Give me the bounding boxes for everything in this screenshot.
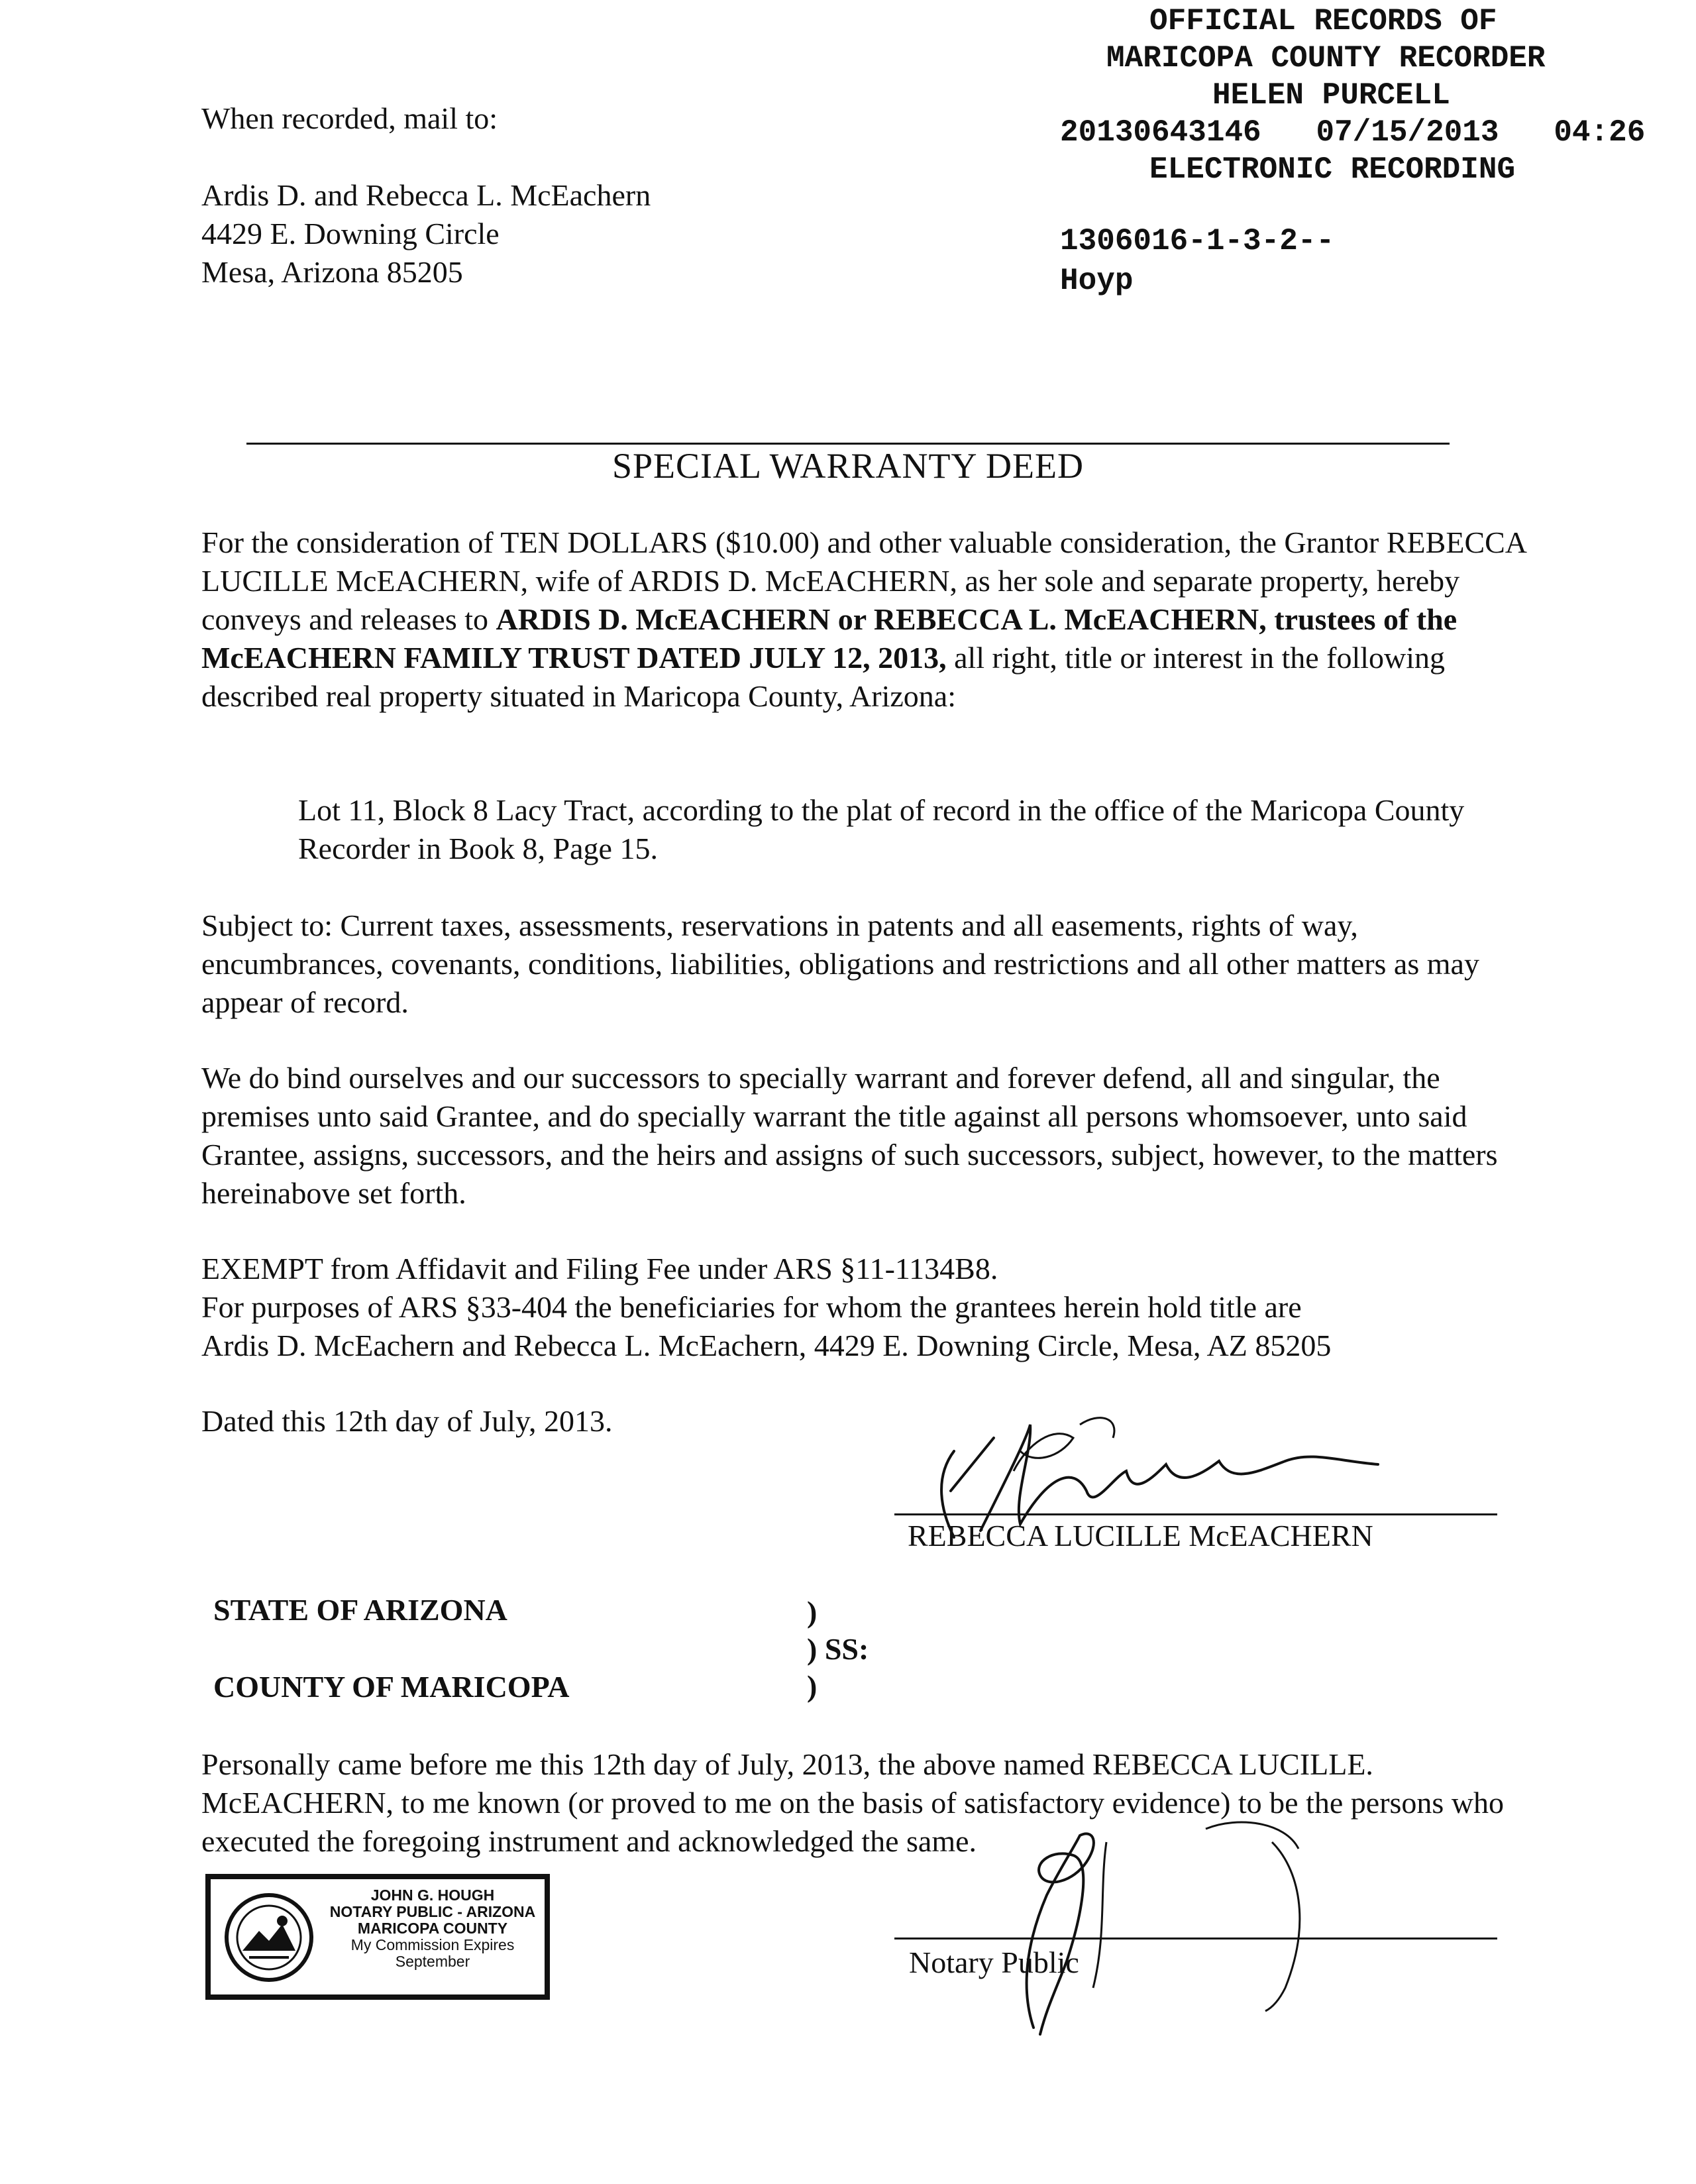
seal-commission: My Commission Expires bbox=[350, 1936, 515, 1953]
grantee-names: ARDIS D. McEACHERN or REBECCA L. McEACHERN, trustees of the McEACHERN FAMILY TRUST DATED JULY 12, 2013, bbox=[201, 602, 1458, 675]
grantor-name: REBECCA LUCILLE McEACHERN bbox=[908, 1519, 1373, 1553]
notary-label: Notary Public bbox=[909, 1945, 1079, 1979]
arizona-seal-emblem bbox=[223, 1891, 315, 1984]
mailto-name: Ardis D. and Rebecca L. McEachern bbox=[201, 178, 651, 212]
mailto-city: Mesa, Arizona 85205 bbox=[201, 255, 463, 289]
venue-paren-1: ) bbox=[807, 1595, 818, 1629]
consideration-text-1: For the consideration of TEN DOLLARS ($10.00) and other valuable consideration, the Grantor REBECCA LUCILLE McEACHERN, wife of ARDIS D. McEACHERN, as her sole and separate property, hereby conveys and releases to bbox=[201, 525, 1526, 636]
venue-paren-3: ) bbox=[807, 1669, 818, 1703]
seal-notary-title: NOTARY PUBLIC - ARIZONA bbox=[329, 1903, 536, 1920]
seal-notary-name: JOHN G. HOUGH bbox=[370, 1886, 495, 1904]
venue-county: COUNTY OF MARICOPA bbox=[213, 1670, 570, 1704]
mailto-street: 4429 E. Downing Circle bbox=[201, 217, 500, 250]
recorder-line-county: MARICOPA COUNTY RECORDER bbox=[1106, 41, 1546, 76]
venue-state: STATE OF ARIZONA bbox=[213, 1593, 507, 1627]
legal-description: Lot 11, Block 8 Lacy Tract, according to the plat of record in the office of the Maricopa County Recorder in Book 8, Page 15. bbox=[298, 793, 1465, 865]
exempt-line-3: Ardis D. McEachern and Rebecca L. McEachern, 4429 E. Downing Circle, Mesa, AZ 85205 bbox=[201, 1329, 1332, 1362]
notary-signature-rule bbox=[894, 1938, 1497, 1939]
document-title: SPECIAL WARRANTY DEED bbox=[611, 446, 1084, 486]
exempt-line-1: EXEMPT from Affidavit and Filing Fee under ARS §11-1134B8. bbox=[201, 1252, 998, 1285]
exempt-paragraph bbox=[201, 1250, 1526, 1365]
dated-line: Dated this 12th day of July, 2013. bbox=[201, 1404, 613, 1438]
recorder-line-code: 1306016-1-3-2-- bbox=[1060, 224, 1335, 258]
subject-to-paragraph: Subject to: Current taxes, assessments, reservations in patents and all easements, rights of way, encumbrances, covenants, conditions, liabilities, obligations and restrictions and all other matters as may appear of record. bbox=[201, 908, 1479, 1019]
recorder-line-number-date: 20130643146 07/15/2013 04:26 bbox=[1060, 115, 1646, 150]
consideration-paragraph bbox=[201, 523, 1526, 716]
warranty-paragraph: We do bind ourselves and our successors to specially warrant and forever defend, all and singular, the premises unto said Grantee, and do specially warrant the title against all persons whomsoever, unto said Grantee, assigns, successors, and the heirs and assigns of such successors, subject, however, to the matters hereinabove set forth. bbox=[201, 1061, 1498, 1210]
recorder-line-electronic: ELECTRONIC RECORDING bbox=[1149, 152, 1516, 187]
exempt-line-2: For purposes of ARS §33-404 the beneficiaries for whom the grantees herein hold title are bbox=[201, 1290, 1302, 1324]
acknowledgment-paragraph: Personally came before me this 12th day of July, 2013, the above named REBECCA LUCILLE. McEACHERN, to me known (or proved to me on the basis of satisfactory evidence) to be the persons who executed the foregoing instrument and acknowledged the same. bbox=[201, 1747, 1505, 1858]
mailto-heading: When recorded, mail to: bbox=[201, 101, 498, 135]
notary-seal-border bbox=[205, 1874, 550, 2000]
seal-expires: September bbox=[395, 1953, 470, 1970]
consideration-text-2: all right, title or interest in the following described real property situated in Maricopa County, Arizona: bbox=[201, 641, 1446, 713]
notary-seal bbox=[199, 1867, 562, 2010]
grantor-signature-rule bbox=[894, 1513, 1497, 1515]
notary-seal-text bbox=[317, 1887, 549, 1970]
recorder-line-name: HELEN PURCELL bbox=[1212, 78, 1450, 113]
notary-signature bbox=[941, 1789, 1365, 2054]
recorder-line-official: OFFICIAL RECORDS OF bbox=[1149, 4, 1497, 38]
title-rule bbox=[246, 443, 1450, 445]
recorder-line-clerk: Hoyp bbox=[1060, 264, 1134, 298]
seal-county: MARICOPA COUNTY bbox=[357, 1920, 508, 1937]
mailto-block bbox=[201, 99, 651, 292]
venue-ss: ) SS: bbox=[807, 1632, 869, 1666]
